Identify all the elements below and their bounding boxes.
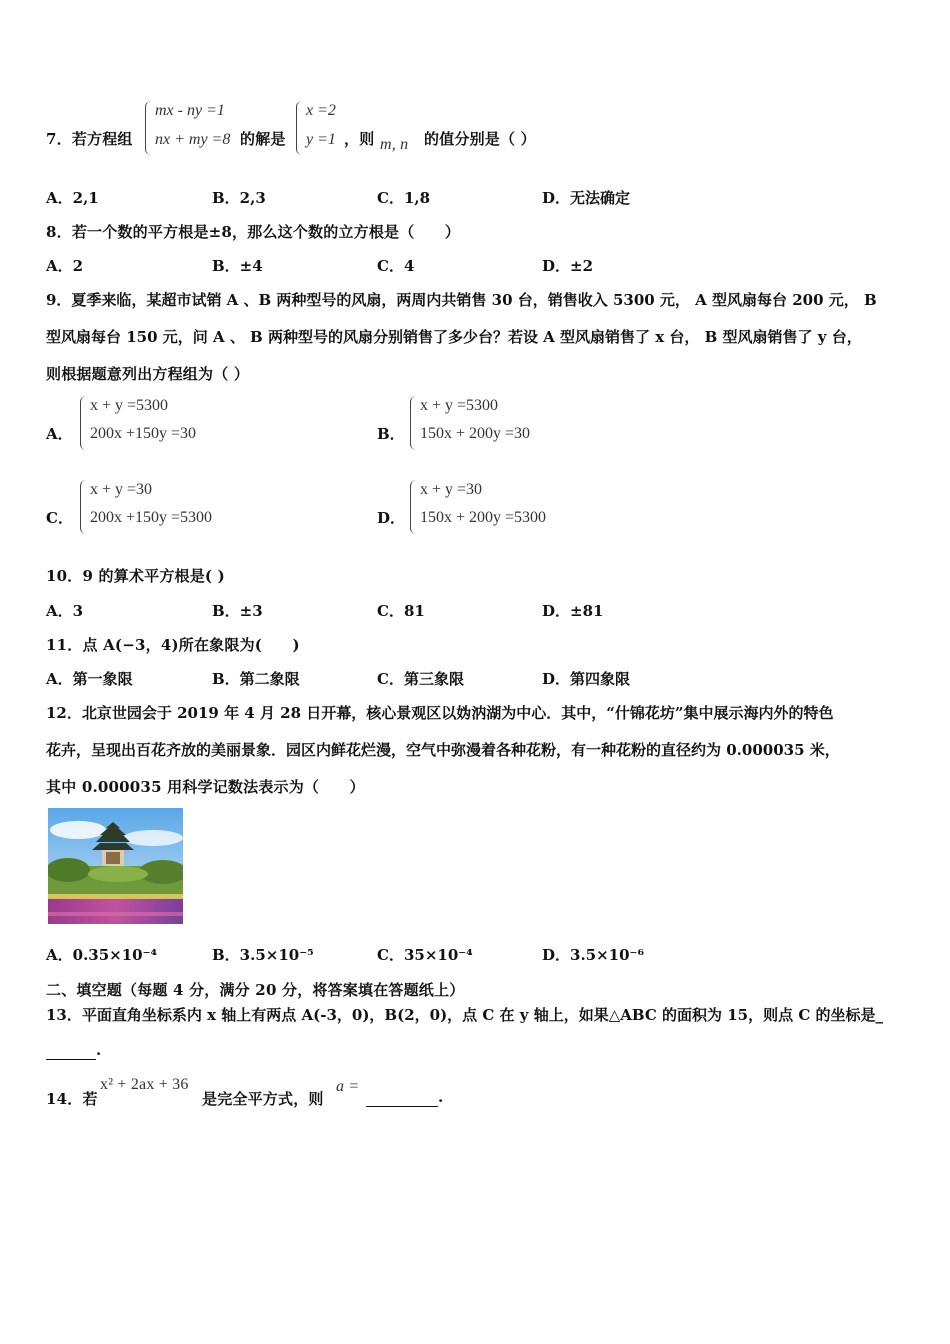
q7-mid: 的解是 <box>240 130 286 148</box>
q9-option-a-system[interactable] <box>80 396 250 452</box>
q7-then: ，则 <box>344 130 375 148</box>
brace <box>80 396 87 450</box>
equation: nx + my =8 <box>155 131 231 148</box>
brace <box>410 396 417 450</box>
q9-option-b-label[interactable]: B． <box>377 425 405 443</box>
q7-suffix: 的值分别是（ ） <box>424 130 536 148</box>
q7-option-a[interactable]: A．2,1 <box>46 189 99 207</box>
q9-line-3: 则根据题意列出方程组为（ ） <box>46 365 250 383</box>
q13-answer-blank[interactable] <box>46 1041 96 1060</box>
q8-stem: 8．若一个数的平方根是±8，那么这个数的立方根是（ ） <box>46 223 461 241</box>
q10-option-b[interactable]: B．±3 <box>212 602 263 620</box>
q11-option-b[interactable]: B．第二象限 <box>212 670 300 688</box>
equation: 200x +150y =30 <box>90 425 197 442</box>
q7-option-b[interactable]: B．2,3 <box>212 189 266 207</box>
garden-photo <box>48 808 183 924</box>
q14-end: . <box>438 1088 444 1106</box>
brace <box>410 480 417 534</box>
equation: x =2 <box>306 102 336 119</box>
q9-line-2: 型风扇每台 150 元，问 A 、 B 两种型号的风扇分别销售了多少台？若设 A 型风扇销售了 x 台， B 型风扇销售了 y 台， <box>46 328 862 346</box>
q8-option-c[interactable]: C．4 <box>377 257 415 275</box>
q9-option-a-label[interactable]: A． <box>46 425 73 443</box>
q9-option-d-system[interactable] <box>410 480 590 536</box>
q11-option-a[interactable]: A．第一象限 <box>46 670 133 688</box>
q7-vars: m, n <box>380 136 409 153</box>
q9-option-c-system[interactable] <box>80 480 260 536</box>
equation: y =1 <box>306 131 336 148</box>
q12-line-1: 12．北京世园会于 2019 年 4 月 28 日开幕，核心景观区以妫汭湖为中心．其中，“什锦花坊”集中展示海内外的特色 <box>46 704 834 722</box>
q10-option-a[interactable]: A．3 <box>46 602 84 620</box>
brace <box>80 480 87 534</box>
equation: 150x + 200y =30 <box>420 425 531 442</box>
q12-option-b[interactable]: B．3.5×10⁻⁵ <box>212 946 314 964</box>
q8-option-d[interactable]: D．±2 <box>542 257 594 275</box>
brace <box>145 101 152 155</box>
q9-option-d-label[interactable]: D． <box>377 509 406 527</box>
garden-photo-image <box>48 808 183 924</box>
q14-var: a = <box>336 1078 360 1095</box>
q11-stem: 11．点 A(−3，4)所在象限为( ) <box>46 636 300 654</box>
q12-option-c[interactable]: C．35×10⁻⁴ <box>377 946 473 964</box>
q10-stem: 10．9 的算术平方根是( ) <box>46 567 225 585</box>
q13-answer-line <box>46 1041 101 1060</box>
q7-option-d[interactable]: D．无法确定 <box>542 189 631 207</box>
equation: 200x +150y =5300 <box>90 509 213 526</box>
q14-expression: x² + 2ax + 36 <box>100 1076 189 1093</box>
q10-option-c[interactable]: C．81 <box>377 602 425 620</box>
brace <box>296 101 303 155</box>
equation: x + y =30 <box>420 481 483 498</box>
q9-option-b-system[interactable] <box>410 396 580 452</box>
q10-option-d[interactable]: D．±81 <box>542 602 604 620</box>
q13-end: . <box>96 1041 102 1059</box>
q12-option-d[interactable]: D．3.5×10⁻⁶ <box>542 946 645 964</box>
q14-answer-line <box>366 1088 443 1107</box>
q7-prefix: 7．若方程组 <box>46 130 133 148</box>
q13-line-1: 13．平面直角坐标系内 x 轴上有两点 A(-3，0)，B(2，0)，点 C 在 y 轴上，如果△ABC 的面积为 15，则点 C 的坐标是_ <box>46 1006 883 1024</box>
q12-line-2: 花卉，呈现出百花齐放的美丽景象．园区内鲜花烂漫，空气中弥漫着各种花粉，有一种花粉的直径约为 0.000035 米， <box>46 741 840 759</box>
equation: 150x + 200y =5300 <box>420 509 547 526</box>
equation: x + y =30 <box>90 481 153 498</box>
q14-answer-blank[interactable] <box>366 1088 438 1107</box>
q14-prefix: 14．若 <box>46 1090 98 1108</box>
section-heading: 二、填空题（每题 4 分，满分 20 分，将答案填在答题纸上） <box>46 981 465 999</box>
q9-line-1: 9．夏季来临，某超市试销 A 、B 两种型号的风扇，两周内共销售 30 台，销售收入 5300 元， A 型风扇每台 200 元， B <box>46 291 877 309</box>
q12-line-3: 其中 0.000035 用科学记数法表示为（ ） <box>46 778 365 796</box>
q8-option-a[interactable]: A．2 <box>46 257 84 275</box>
equation: x + y =5300 <box>420 397 499 414</box>
q9-option-c-label[interactable]: C． <box>46 509 73 527</box>
equation: mx - ny =1 <box>155 102 225 119</box>
q14-mid: 是完全平方式，则 <box>202 1090 324 1108</box>
q7-option-c[interactable]: C．1,8 <box>377 189 431 207</box>
q8-option-b[interactable]: B．±4 <box>212 257 263 275</box>
q7-system-1 <box>145 101 245 157</box>
q11-option-d[interactable]: D．第四象限 <box>542 670 631 688</box>
equation: x + y =5300 <box>90 397 169 414</box>
q11-option-c[interactable]: C．第三象限 <box>377 670 464 688</box>
q12-option-a[interactable]: A．0.35×10⁻⁴ <box>46 946 158 964</box>
